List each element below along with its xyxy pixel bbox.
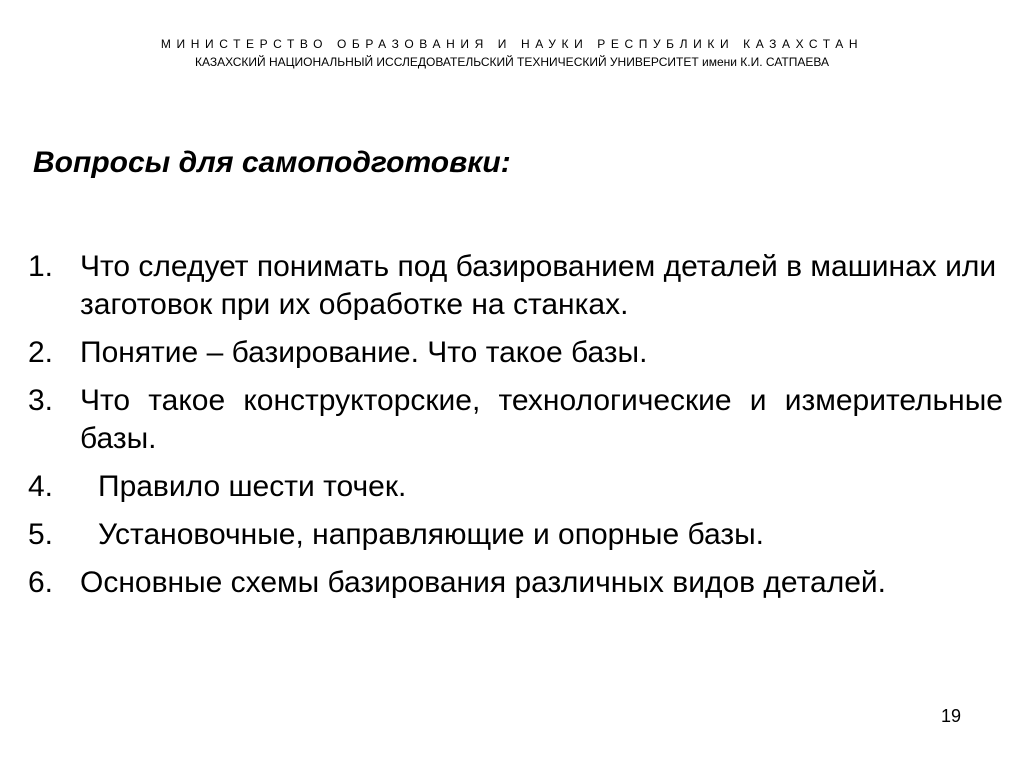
question-item	[28, 248, 1003, 324]
ministry-heading: МИНИСТЕРСТВО ОБРАЗОВАНИЯ И НАУКИ РЕСПУБЛИКИ КАЗАХСТАН	[160, 37, 864, 51]
questions-list	[28, 248, 1003, 612]
question-number: 4.	[28, 470, 54, 503]
university-heading: КАЗАХСКИЙ НАЦИОНАЛЬНЫЙ ИССЛЕДОВАТЕЛЬСКИЙ ТЕХНИЧЕСКИЙ УНИВЕРСИТЕТ имени К.И. САТПАЕВА	[195, 55, 829, 69]
slide-header	[0, 36, 1024, 70]
question-item	[28, 382, 1003, 458]
question-item	[28, 468, 1003, 506]
question-number: 5.	[28, 518, 54, 551]
question-item	[28, 516, 1003, 554]
question-number: 3.	[28, 384, 54, 417]
question-number: 1.	[28, 250, 54, 283]
question-text: Что следует понимать под базированием деталей в машинах или заготовок при их обработке на станках.	[80, 250, 997, 321]
question-text: Правило шести точек.	[98, 470, 407, 503]
question-text: Установочные, направляющие и опорные базы.	[98, 518, 764, 551]
question-text: Что такое конструкторские, технологические и измерительные базы.	[80, 384, 1003, 455]
slide-title: Вопросы для самоподготовки:	[33, 146, 511, 179]
question-text: Основные схемы базирования различных видов деталей.	[80, 566, 886, 599]
question-item	[28, 564, 1003, 602]
question-number: 2.	[28, 336, 54, 369]
page-number: 19	[941, 706, 962, 726]
question-number: 6.	[28, 566, 54, 599]
question-item	[28, 334, 1003, 372]
question-text: Понятие – базирование. Что такое базы.	[80, 336, 648, 369]
